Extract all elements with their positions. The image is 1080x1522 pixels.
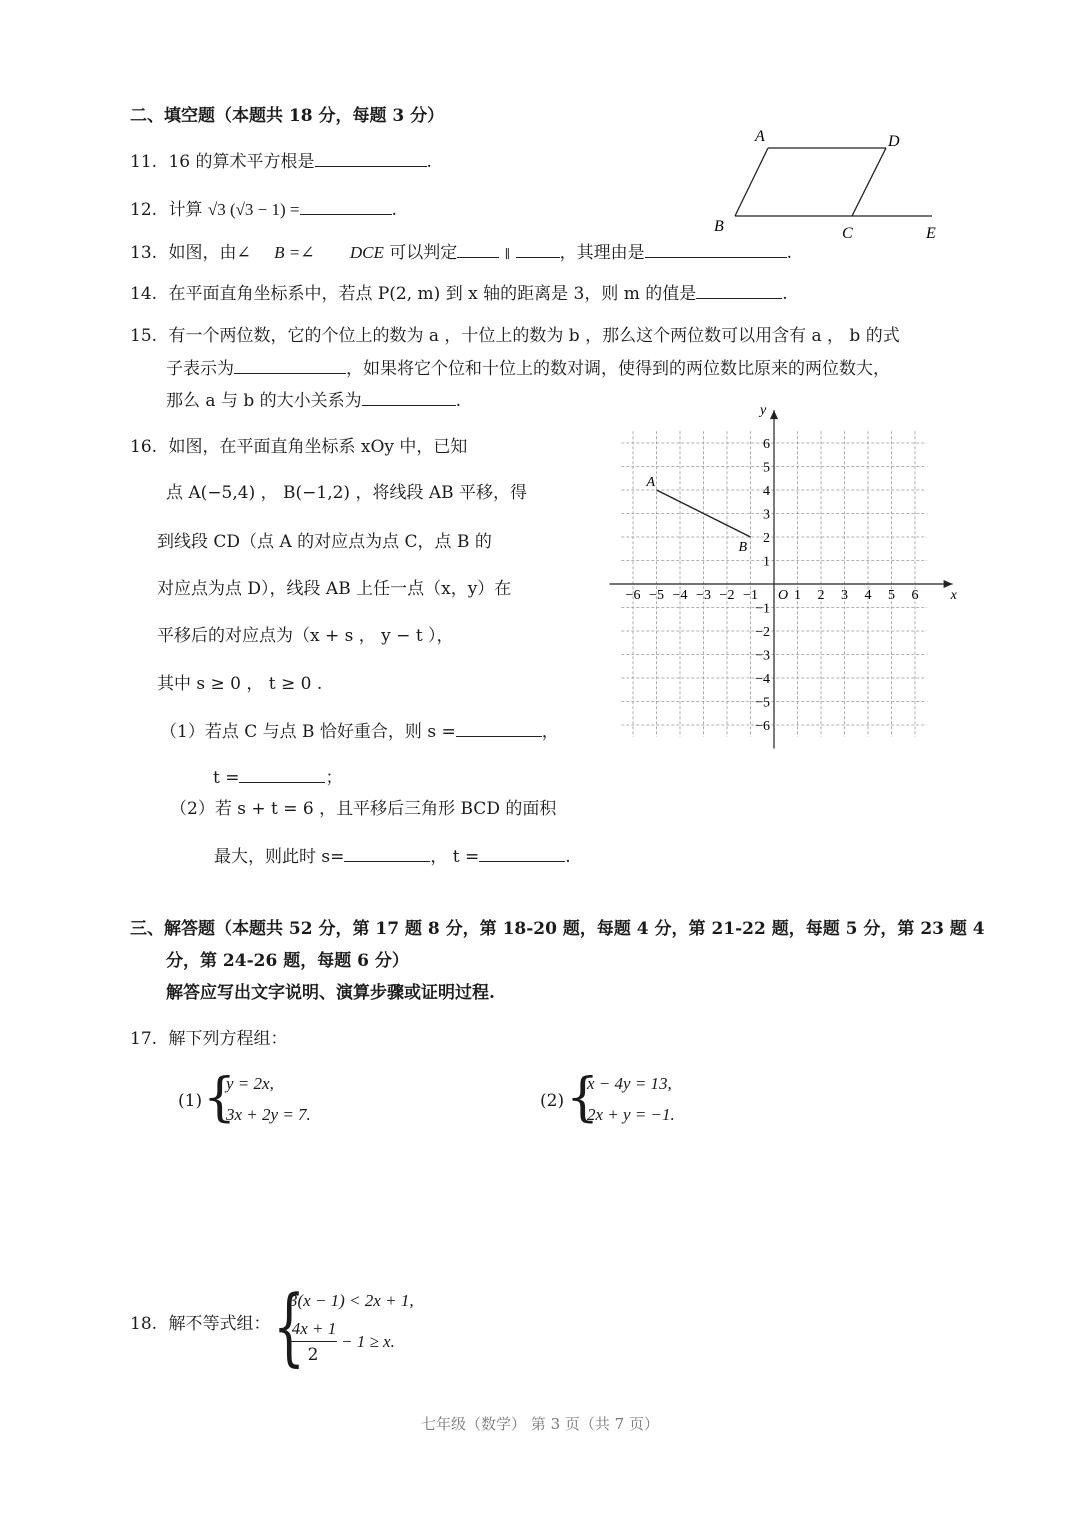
question-number: 14.: [130, 284, 158, 304]
parallelogram-figure: [700, 122, 960, 247]
question-text: 在平面直角坐标系中，若点 P(2, m) 到 x 轴的距离是 3，则 m 的值是: [168, 284, 697, 304]
x-tick-label: 6: [911, 588, 919, 603]
question-text: 计算: [168, 200, 203, 220]
x-tick-label: 4: [864, 588, 872, 603]
question-text: 16 的算术平方根是: [168, 152, 315, 172]
section2-heading: 二、填空题（本题共 18 分，每题 3 分）: [130, 106, 445, 126]
y-tick-label: −6: [755, 719, 770, 734]
inequality-2-tail: − 1 ≥ x.: [341, 1332, 395, 1351]
y-tick-label: 3: [763, 507, 770, 523]
answer-blank[interactable]: [234, 357, 346, 374]
y-tick-label: −4: [755, 672, 770, 687]
question-16-line4: 对应点为点 D），线段 AB 上任一点（x，y）在: [157, 579, 512, 599]
answer-blank[interactable]: [456, 720, 542, 737]
question-16-sub1: （1）若点 C 与点 B 恰好重合，则 s = ，: [160, 722, 559, 742]
left-brace-icon: {: [203, 1068, 237, 1128]
y-tick-label: −2: [755, 625, 770, 640]
question-16-line5: 平移后的对应点为（x + s ， y − t ），: [157, 626, 454, 646]
x-tick-label: −4: [672, 588, 688, 603]
page-footer: 七年级（数学） 第 3 页（共 7 页）: [421, 1415, 659, 1433]
y-tick-label: 2: [763, 531, 770, 546]
question-18: [130, 1313, 270, 1335]
answer-blank[interactable]: [479, 845, 565, 862]
inequality-1: 3(x − 1) < 2x + 1,: [289, 1291, 414, 1310]
y-tick-label: 5: [763, 460, 770, 476]
answer-blank[interactable]: [300, 198, 392, 215]
y-tick-label: 6: [763, 437, 770, 452]
answer-blank[interactable]: [344, 845, 430, 862]
y-axis-label: y: [760, 403, 767, 419]
question-16-line2: 点 A(−5,4) ， B(−1,2) ，将线段 AB 平移，得: [166, 483, 528, 503]
question-number: 17.: [130, 1029, 158, 1049]
question-text: 解下列方程组：: [168, 1029, 288, 1049]
x-tick-label: −6: [625, 588, 641, 603]
question-number: 18.: [130, 1314, 158, 1334]
y-tick-label: −1: [755, 601, 770, 617]
origin-label: O: [778, 588, 789, 603]
system-2-eq1: x − 4y = 13,: [587, 1074, 672, 1093]
question-15-line2: 子表示为 ，如果将它个位和十位上的数对调，使得到的两位数比原来的两位数大，: [166, 359, 890, 379]
x-tick-label: 3: [841, 588, 848, 603]
x-tick-label: 2: [817, 588, 825, 603]
question-11: 11. 16 的算术平方根是 .: [130, 152, 432, 172]
question-16-sub2: （2）若 s + t = 6 ，且平移后三角形 BCD 的面积: [170, 799, 557, 819]
system-1-eq1: y = 2x,: [226, 1074, 274, 1093]
fraction-bar: [289, 1341, 337, 1342]
question-12: 12. 计算 √3 (√3 − 1) = .: [130, 200, 397, 220]
x-tick-label: 5: [888, 588, 895, 603]
question-16-line3: 到线段 CD（点 A 的对应点为点 C，点 B 的: [157, 532, 492, 552]
answer-blank[interactable]: [362, 389, 456, 406]
y-tick-label: 4: [763, 484, 770, 499]
question-text: 解不等式组：: [168, 1314, 271, 1334]
system-1-eq2: 3x + 2y = 7.: [226, 1105, 311, 1124]
y-tick-label: −5: [755, 695, 770, 711]
question-15-line3: 那么 a 与 b 的大小关系为 .: [166, 391, 462, 411]
system-2-eq2: 2x + y = −1.: [587, 1105, 675, 1124]
label-e: E: [926, 225, 936, 242]
x-tick-label: −5: [649, 588, 664, 603]
question-16-sub1b: t = ；: [213, 768, 343, 788]
y-axis-arrow-icon: [770, 410, 778, 419]
question-16-line6: 其中 s ≥ 0 ， t ≥ 0 .: [157, 674, 323, 694]
left-brace-icon: {: [273, 1277, 306, 1375]
radical-expression: √3 (√3 − 1) =: [207, 200, 300, 219]
question-number: 16.: [130, 437, 158, 457]
answer-blank[interactable]: [696, 282, 782, 299]
section3-instruction: 解答应写出文字说明、演算步骤或证明过程.: [166, 983, 495, 1003]
point-b-label: B: [738, 540, 748, 555]
label-d: D: [888, 133, 900, 150]
section3-heading-line1: 三、解答题（本题共 52 分，第 17 题 8 分，第 18-20 题，每题 4 分，第 21-22 题，每题 5 分，第 23 题 4: [130, 919, 985, 939]
question-number: 11.: [130, 152, 158, 172]
segment-dc: [852, 148, 886, 216]
label-c: C: [842, 225, 853, 242]
answer-blank[interactable]: [516, 241, 560, 258]
question-number: 12.: [130, 200, 158, 220]
x-tick-label: 1: [794, 588, 801, 603]
y-tick-label: −3: [755, 648, 770, 664]
x-axis-label: x: [950, 588, 957, 603]
system-2-label: (2): [540, 1091, 565, 1111]
question-17: [130, 1028, 287, 1050]
label-b: B: [714, 218, 724, 235]
question-16-line1: 16. 如图，在平面直角坐标系 xOy 中，已知: [130, 437, 468, 457]
question-text-line1: 有一个两位数，它的个位上的数为 a ，十位上的数为 b ，那么这个两位数可以用含有 a ， b 的式: [168, 326, 900, 346]
x-tick-label: −3: [696, 588, 711, 603]
question-number: 15.: [130, 326, 158, 346]
answer-blank[interactable]: [315, 150, 427, 167]
y-tick-label: 1: [763, 554, 770, 570]
section3-heading-line2: 分，第 24-26 题，每题 6 分）: [166, 951, 409, 971]
question-13: 13. 如图，由∠ B =∠ DCE 可以判定 ∥ ，其理由是 .: [130, 243, 793, 263]
question-15: [130, 325, 900, 347]
answer-blank[interactable]: [457, 241, 499, 258]
label-a: A: [755, 128, 765, 145]
left-brace-icon: {: [566, 1068, 600, 1128]
answer-blank[interactable]: [239, 766, 325, 783]
question-number: 13.: [130, 243, 158, 263]
fraction-numerator: 4x + 1: [291, 1319, 337, 1338]
x-tick-label: −1: [743, 588, 758, 603]
question-14: 14. 在平面直角坐标系中，若点 P(2, m) 到 x 轴的距离是 3，则 m 的值是 .: [130, 284, 788, 304]
segment-ab: [735, 148, 768, 216]
question-16-sub2b: 最大，则此时 s= ， t = .: [214, 847, 571, 867]
coordinate-grid-figure: [625, 403, 968, 748]
x-axis-arrow-icon: [944, 580, 953, 588]
point-a-label: A: [646, 475, 656, 490]
x-tick-label: −2: [719, 588, 735, 603]
fraction-denominator: 2: [307, 1345, 319, 1365]
system-1-label: (1): [178, 1091, 203, 1111]
